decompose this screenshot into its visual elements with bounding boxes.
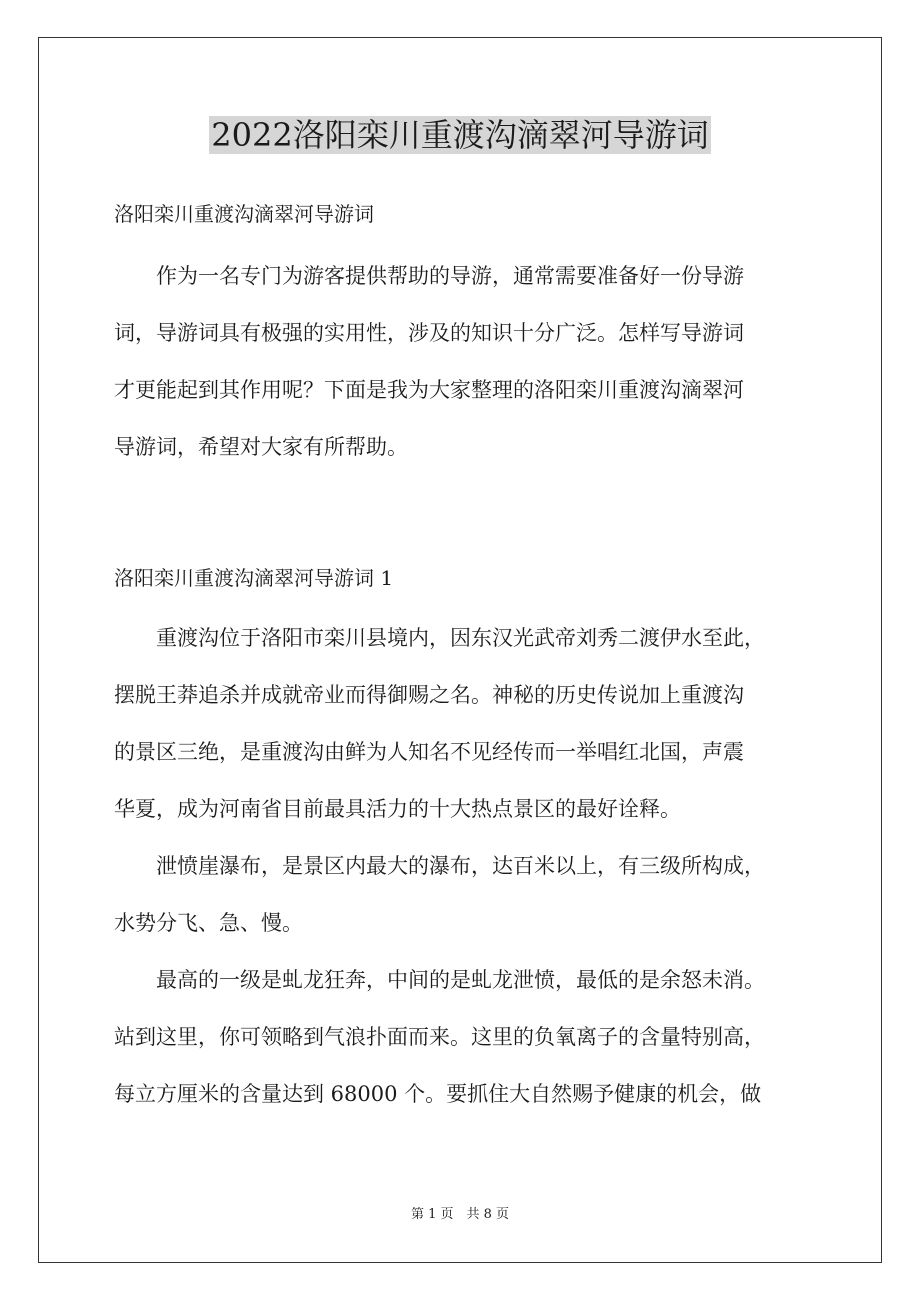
text-line: 站到这里，你可领略到气浪扑面而来。这里的负氧离子的含量特别高， [114,1025,765,1049]
text-line: 华夏，成为河南省目前最具活力的十大热点景区的最好诠释。 [114,797,681,821]
section-heading: 洛阳栾川重渡沟滴翠河导游词 1 [114,566,394,590]
text-line: 的景区三绝，是重渡沟由鲜为人知名不见经传而一举唱红北国，声震 [114,740,744,764]
text-line: 导游词，希望对大家有所帮助。 [114,435,408,459]
intro-paragraph [114,248,814,476]
document-subtitle: 洛阳栾川重渡沟滴翠河导游词 [114,202,374,226]
section-body [114,610,814,1123]
document-title [0,112,920,158]
text-line: 摆脱王莽追杀并成就帝业而得御赐之名。神秘的历史传说加上重渡沟 [114,683,744,707]
text-line: 最高的一级是虬龙狂奔，中间的是虬龙泄愤，最低的是余怒未消。 [114,968,765,992]
text-line: 重渡沟位于洛阳市栾川县境内，因东汉光武帝刘秀二渡伊水至此， [114,626,765,650]
text-line: 泄愤崖瀑布，是景区内最大的瀑布，达百米以上，有三级所构成， [114,854,765,878]
document-title-text: 2022洛阳栾川重渡沟滴翠河导游词 [211,116,709,154]
text-line: 作为一名专门为游客提供帮助的导游，通常需要准备好一份导游 [114,264,744,288]
text-line: 每立方厘米的含量达到 68000 个。要抓住大自然赐予健康的机会，做 [114,1082,762,1106]
text-line: 词，导游词具有极强的实用性，涉及的知识十分广泛。怎样写导游词 [114,321,744,345]
page-footer: 第 1 页 共 8 页 [410,1207,510,1222]
text-line: 才更能起到其作用呢？下面是我为大家整理的洛阳栾川重渡沟滴翠河 [114,378,744,402]
text-line: 水势分飞、急、慢。 [114,911,303,935]
